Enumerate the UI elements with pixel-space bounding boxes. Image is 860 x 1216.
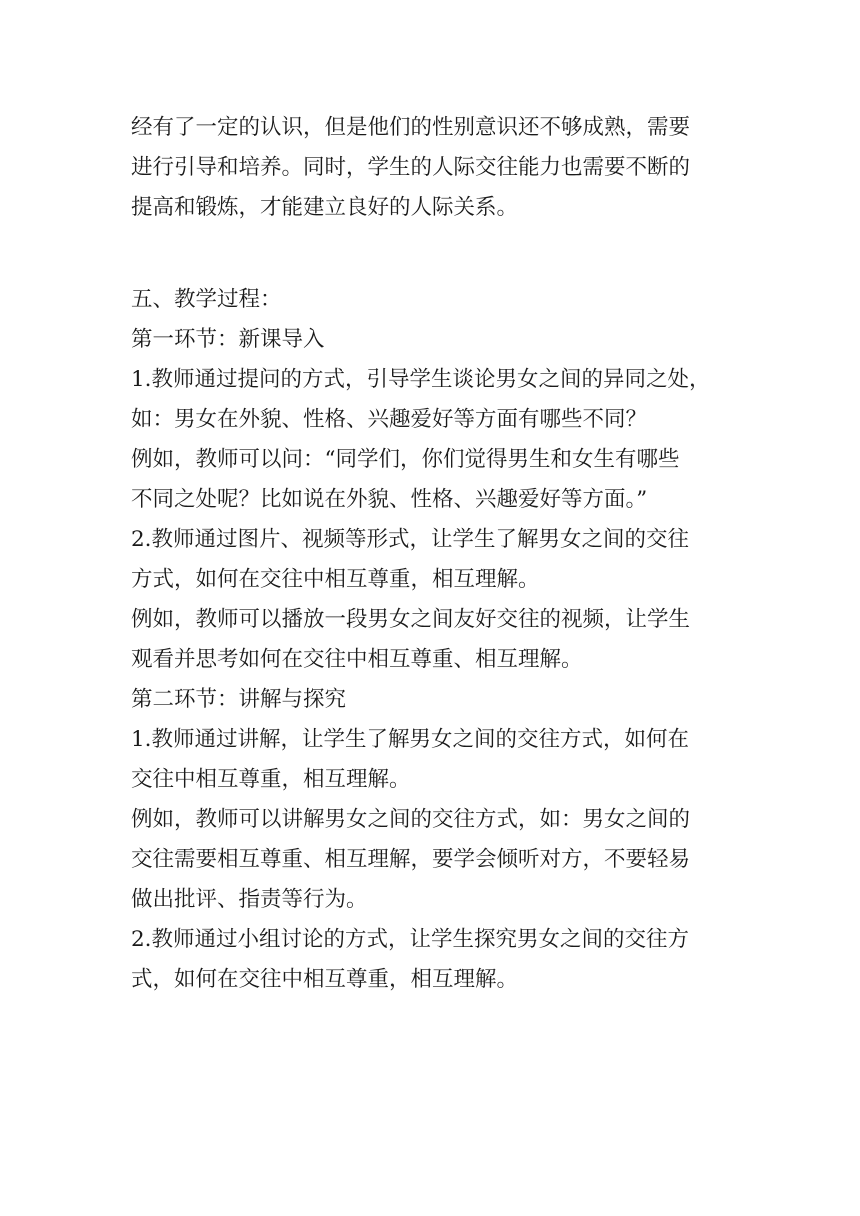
text-line: 1.教师通过讲解，让学生了解男女之间的交往方式，如何在 <box>131 727 690 752</box>
text-line: 如：男女在外貌、性格、兴趣爱好等方面有哪些不同？ <box>131 407 648 432</box>
text-line: 例如，教师可以问：“同学们，你们觉得男生和女生有哪些 <box>131 447 680 472</box>
text-line: 2.教师通过小组讨论的方式，让学生探究男女之间的交往方 <box>131 927 690 952</box>
text-line: 式，如何在交往中相互尊重，相互理解。 <box>131 967 519 992</box>
subsection-heading-1: 第一环节：新课导入 <box>131 327 325 352</box>
text-line: 提高和锻炼，才能建立良好的人际关系。 <box>131 195 519 220</box>
section-heading: 五、教学过程： <box>131 287 282 312</box>
text-line: 进行引导和培养。同时，学生的人际交往能力也需要不断的 <box>131 155 691 180</box>
subsection-heading-2: 第二环节：讲解与探究 <box>131 687 347 712</box>
text-line: 交往中相互尊重，相互理解。 <box>131 767 411 792</box>
text-line: 做出批评、指责等行为。 <box>131 887 368 912</box>
text-line: 例如，教师可以播放一段男女之间友好交往的视频，让学生 <box>131 607 691 632</box>
text-line: 交往需要相互尊重、相互理解，要学会倾听对方，不要轻易 <box>131 847 691 872</box>
paragraph-gap <box>131 228 743 280</box>
text-line: 1.教师通过提问的方式，引导学生谈论男女之间的异同之处， <box>131 367 711 392</box>
intro-paragraph <box>131 108 743 228</box>
text-line: 2.教师通过图片、视频等形式，让学生了解男女之间的交往 <box>131 527 690 552</box>
document-page <box>131 108 743 1000</box>
text-line: 方式，如何在交往中相互尊重，相互理解。 <box>131 567 540 592</box>
text-line: 观看并思考如何在交往中相互尊重、相互理解。 <box>131 647 583 672</box>
text-line: 不同之处呢？比如说在外貌、性格、兴趣爱好等方面。” <box>131 487 648 512</box>
text-line: 例如，教师可以讲解男女之间的交往方式，如：男女之间的 <box>131 807 691 832</box>
body-section <box>131 320 743 1000</box>
text-line: 经有了一定的认识，但是他们的性别意识还不够成熟，需要 <box>131 115 691 140</box>
